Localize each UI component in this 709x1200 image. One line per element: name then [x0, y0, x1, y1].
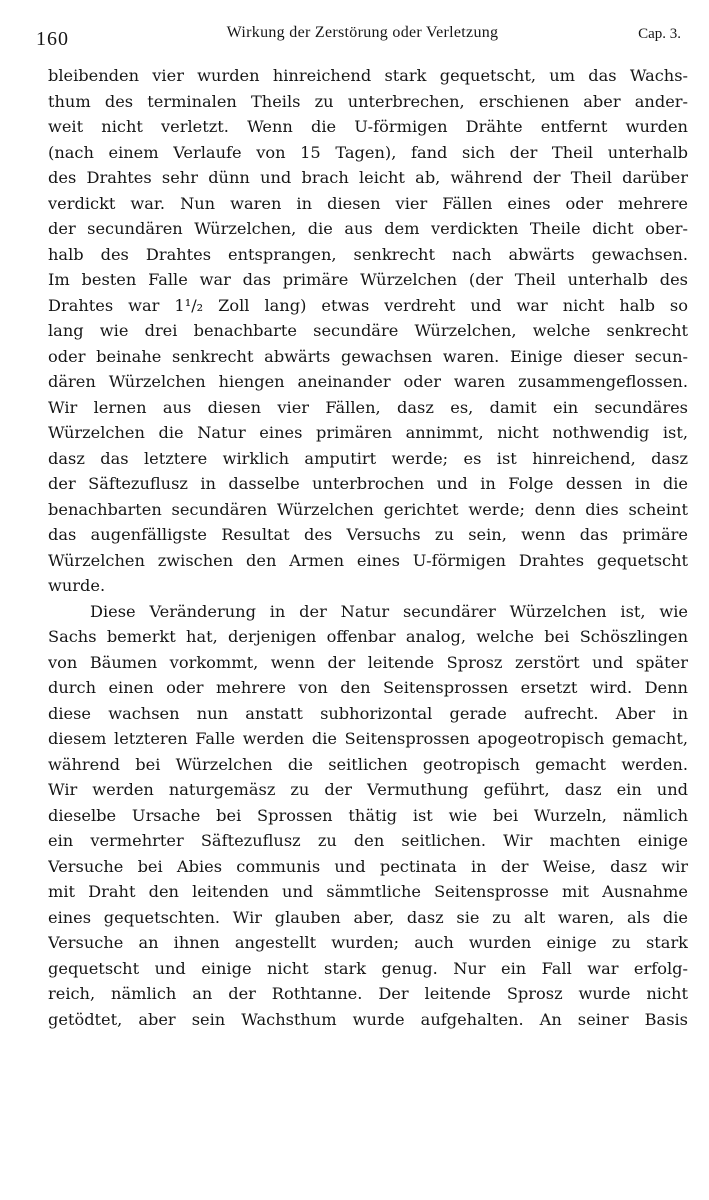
text-line: thum des terminalen Theils zu unterbrechen, erschienen aber ander-	[48, 91, 688, 111]
text-line: Drahtes war 1¹/₂ Zoll lang) etwas verdreht und war nicht halb so	[48, 295, 688, 315]
text-line: gequetscht und einige nicht stark genug. Nur ein Fall war erfolg-	[48, 958, 688, 978]
text-line: durch einen oder mehrere von den Seitensprossen ersetzt wird. Denn	[48, 678, 688, 697]
text-line-paragraph-end: wurde.	[48, 576, 106, 595]
text-line: reich, nämlich an der Rothtanne. Der leitende Sprosz wurde nicht	[48, 984, 688, 1003]
text-line: verdickt war. Nun waren in diesen vier Fällen eines oder mehrere	[48, 193, 688, 213]
text-line: diesem letzteren Falle werden die Seitensprossen apogeotropisch gemacht,	[48, 729, 688, 748]
text-line: Wir lernen aus diesen vier Fällen, dasz es, damit ein secundäres	[48, 397, 688, 417]
text-line: bleibenden vier wurden hinreichend stark gequetscht, um das Wachs-	[48, 66, 688, 85]
page-header	[36, 24, 689, 54]
text-line: Würzelchen die Natur eines primären annimmt, nicht nothwendig ist,	[48, 423, 688, 442]
text-line: oder beinahe senkrecht abwärts gewachsen waren. Einige dieser secun-	[48, 346, 688, 366]
body-text	[48, 63, 688, 1032]
running-title: Wirkung der Zerstörung oder Verletzung	[226, 24, 499, 41]
text-line: Versuche an ihnen angestellt wurden; auch wurden einige zu stark	[48, 933, 688, 952]
text-line: dasz das letztere wirklich amputirt werde; es ist hinreichend, dasz	[48, 448, 688, 468]
text-line: Wir werden naturgemäsz zu der Vermuthung geführt, dasz ein und	[48, 780, 688, 799]
text-line: weit nicht verletzt. Wenn die U-förmigen Drähte entfernt wurden	[48, 117, 688, 136]
text-line: lang wie drei benachbarte secundäre Würzelchen, welche senkrecht	[48, 321, 688, 340]
text-line: Würzelchen zwischen den Armen eines U-förmigen Drahtes gequetscht	[48, 550, 688, 570]
text-line: halb des Drahtes entsprangen, senkrecht nach abwärts gewachsen.	[48, 244, 688, 264]
text-line: das augenfälligste Resultat des Versuchs zu sein, wenn das primäre	[48, 525, 688, 544]
text-line: eines gequetschten. Wir glauben aber, dasz sie zu alt waren, als die	[48, 907, 688, 927]
text-line: Versuche bei Abies communis und pectinata in der Weise, dasz wir	[48, 856, 688, 876]
text-line: des Drahtes sehr dünn und brach leicht ab, während der Theil darüber	[48, 168, 688, 187]
text-line: während bei Würzelchen die seitlichen geotropisch gemacht werden.	[48, 754, 688, 774]
text-line: von Bäumen vorkommt, wenn der leitende Sprosz zerstört und später	[48, 652, 688, 672]
text-line: getödtet, aber sein Wachsthum wurde aufgehalten. An seiner Basis	[48, 1009, 688, 1029]
text-line: ein vermehrter Säftezuflusz zu den seitlichen. Wir machten einige	[48, 831, 688, 850]
text-line-paragraph-start: Diese Veränderung in der Natur secundärer Würzelchen ist, wie	[90, 601, 688, 621]
text-line: mit Draht den leitenden und sämmtliche Seitensprosse mit Ausnahme	[48, 882, 688, 901]
chapter-label: Cap. 3.	[638, 26, 681, 42]
page-number: 160	[36, 28, 69, 50]
text-line: der Säftezuflusz in dasselbe unterbrochen und in Folge dessen in die	[48, 474, 688, 493]
text-line: Im besten Falle war das primäre Würzelchen (der Theil unterhalb des	[48, 270, 688, 289]
text-line: dieselbe Ursache bei Sprossen thätig ist wie bei Wurzeln, nämlich	[48, 805, 688, 825]
text-line: Sachs bemerkt hat, derjenigen offenbar analog, welche bei Schöszlingen	[48, 627, 688, 646]
text-line: der secundären Würzelchen, die aus dem verdickten Theile dicht ober-	[48, 219, 688, 238]
text-line: diese wachsen nun anstatt subhorizontal gerade aufrecht. Aber in	[48, 703, 688, 723]
text-line: dären Würzelchen hiengen aneinander oder waren zusammengeflossen.	[48, 372, 688, 391]
text-line: (nach einem Verlaufe von 15 Tagen), fand sich der Theil unterhalb	[48, 142, 688, 162]
text-line: benachbarten secundären Würzelchen gerichtet werde; denn dies scheint	[48, 499, 688, 519]
